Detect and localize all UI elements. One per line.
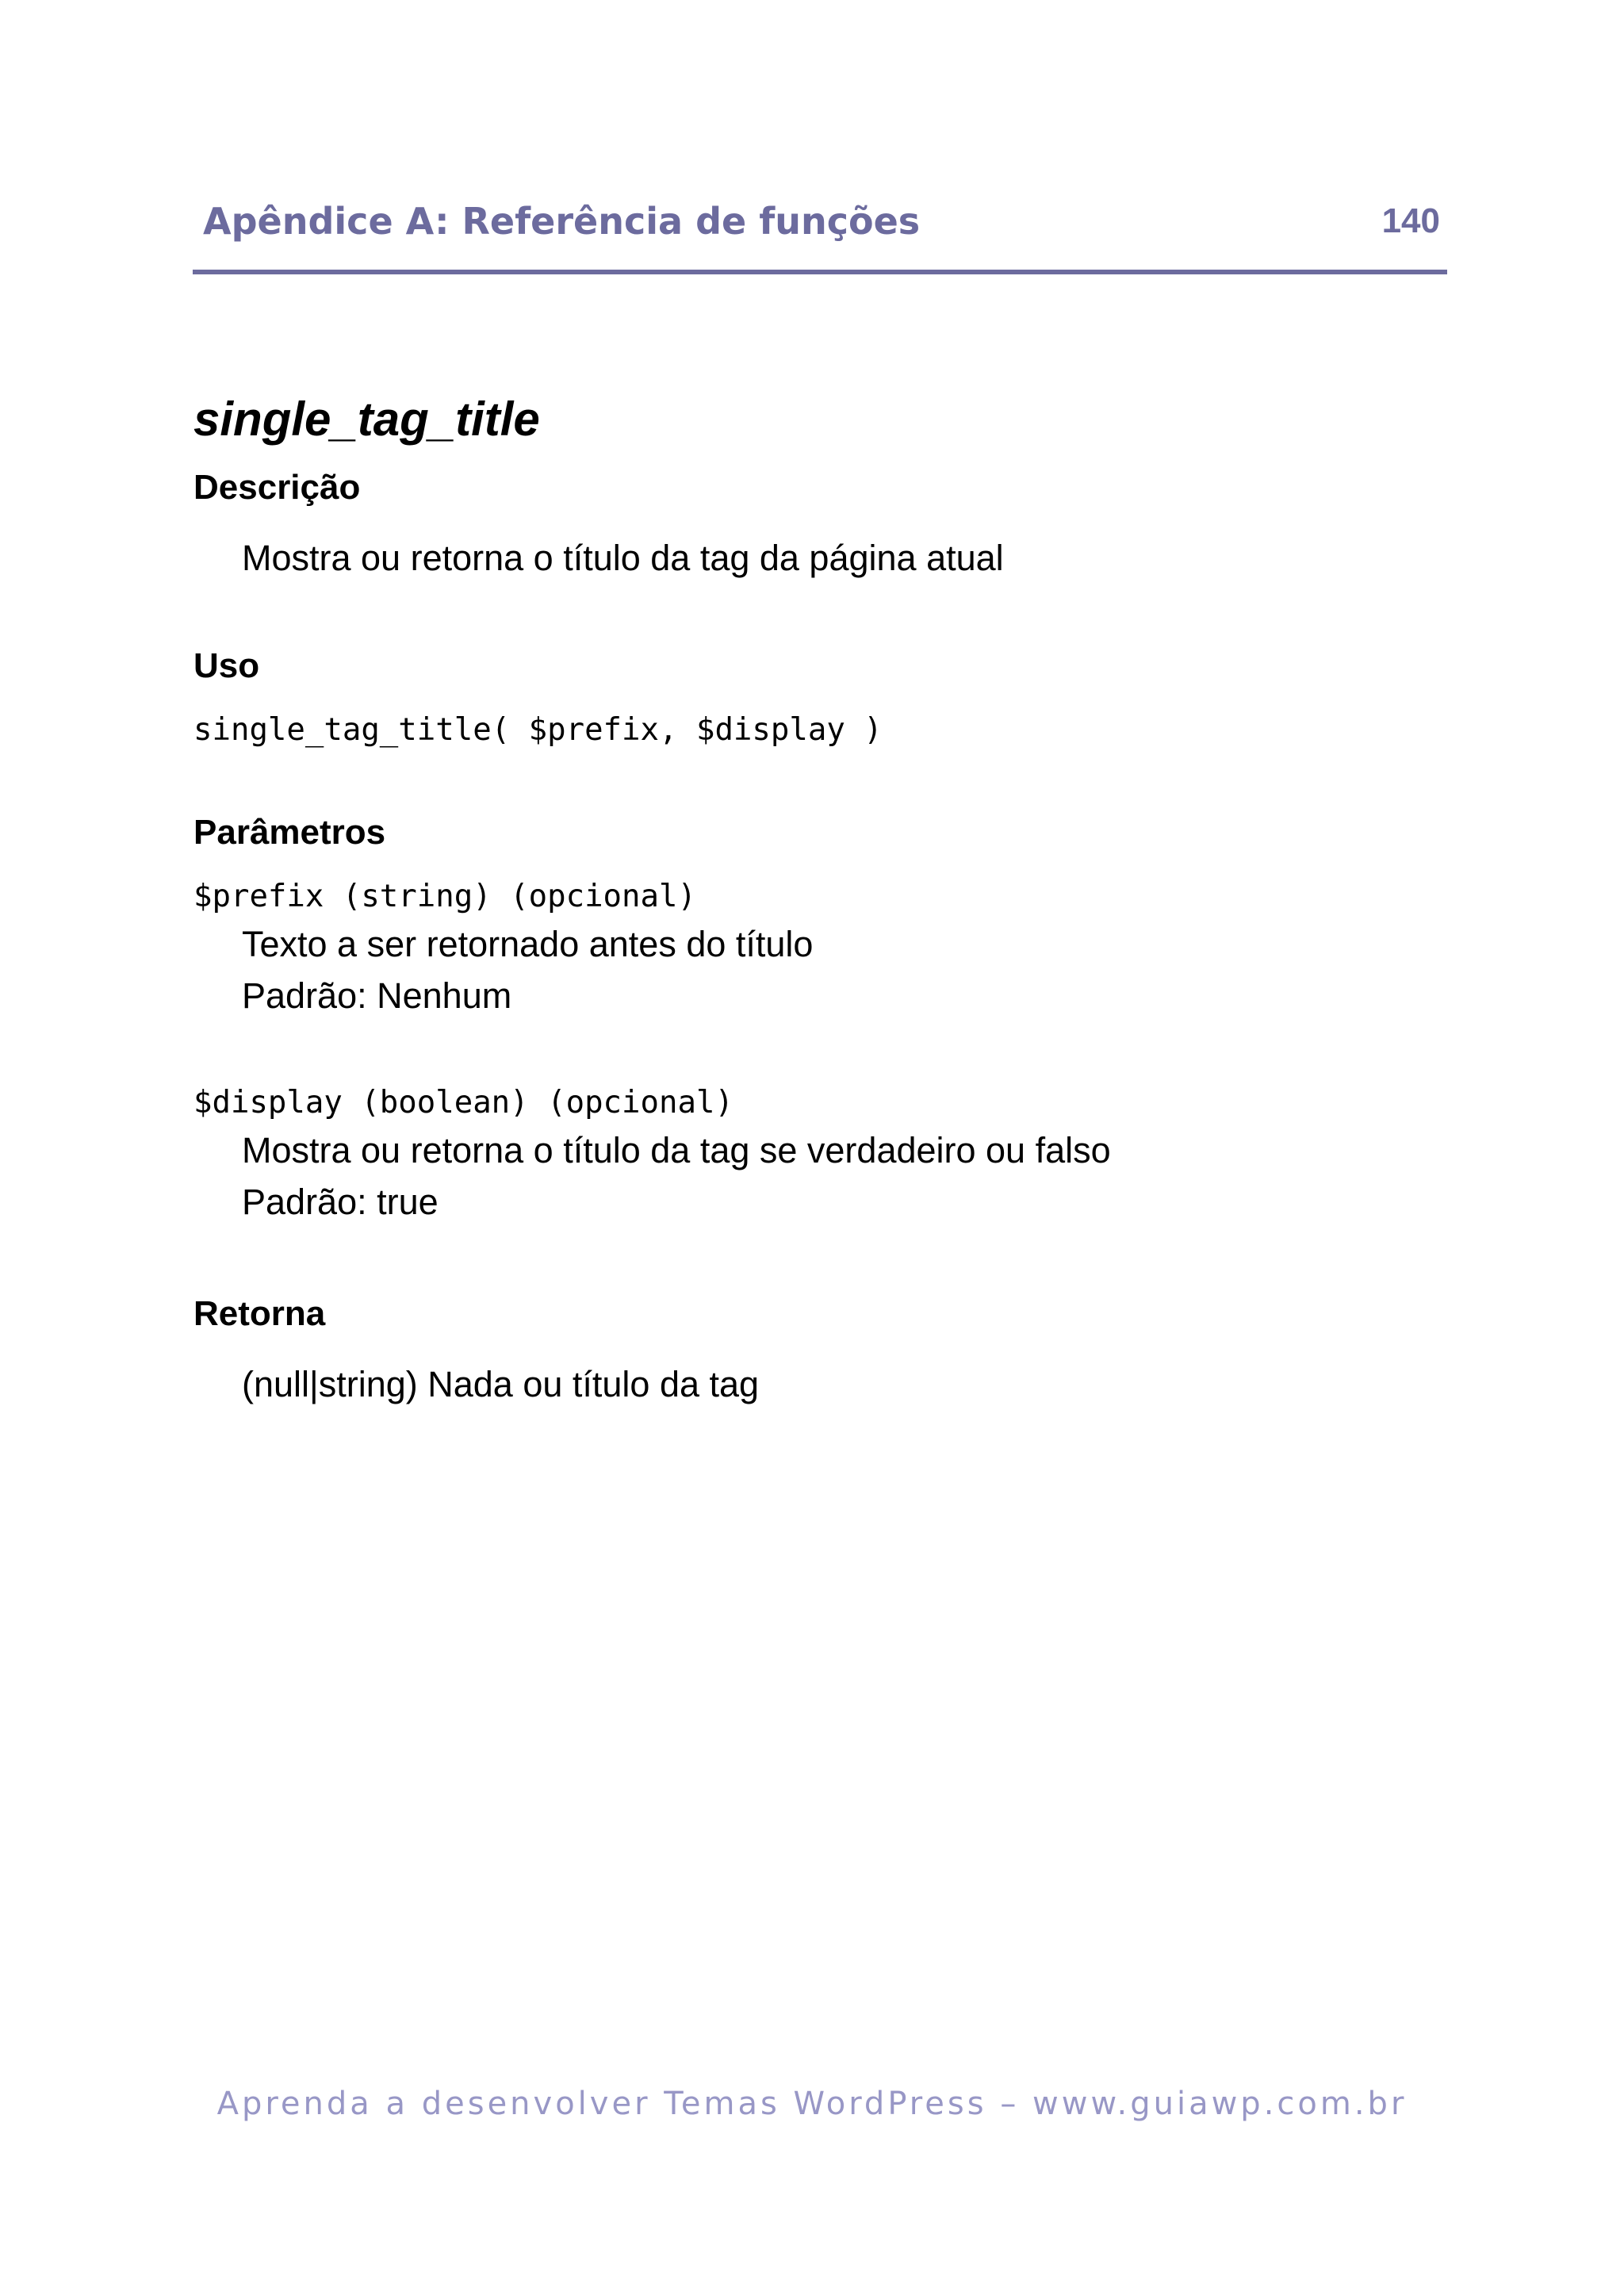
function-title: single_tag_title: [193, 393, 540, 446]
parameters-heading: Parâmetros: [193, 813, 386, 852]
usage-heading: Uso: [193, 646, 260, 685]
description-text: Mostra ou retorna o título da tag da página atual: [242, 538, 1004, 578]
parameter-default: Padrão: Nenhum: [242, 975, 512, 1016]
returns-heading: Retorna: [193, 1294, 326, 1333]
page-number: 140: [1381, 201, 1440, 240]
parameter-signature: $display (boolean) (opcional): [193, 1085, 733, 1121]
returns-text: (null|string) Nada ou título da tag: [242, 1364, 760, 1404]
parameter-default: Padrão: true: [242, 1182, 439, 1222]
description-heading: Descrição: [193, 468, 361, 507]
footer-text: Aprenda a desenvolver Temas WordPress – www.guiawp.com.br: [216, 2086, 1408, 2122]
parameter-description: Texto a ser retornado antes do título: [242, 924, 814, 964]
parameter-description: Mostra ou retorna o título da tag se verdadeiro ou falso: [242, 1130, 1111, 1170]
chapter-header-title: Apêndice A: Referência de funções: [203, 200, 921, 243]
usage-code: single_tag_title( $prefix, $display ): [193, 712, 883, 748]
header-divider: [193, 270, 1447, 274]
parameter-signature: $prefix (string) (opcional): [193, 879, 696, 914]
